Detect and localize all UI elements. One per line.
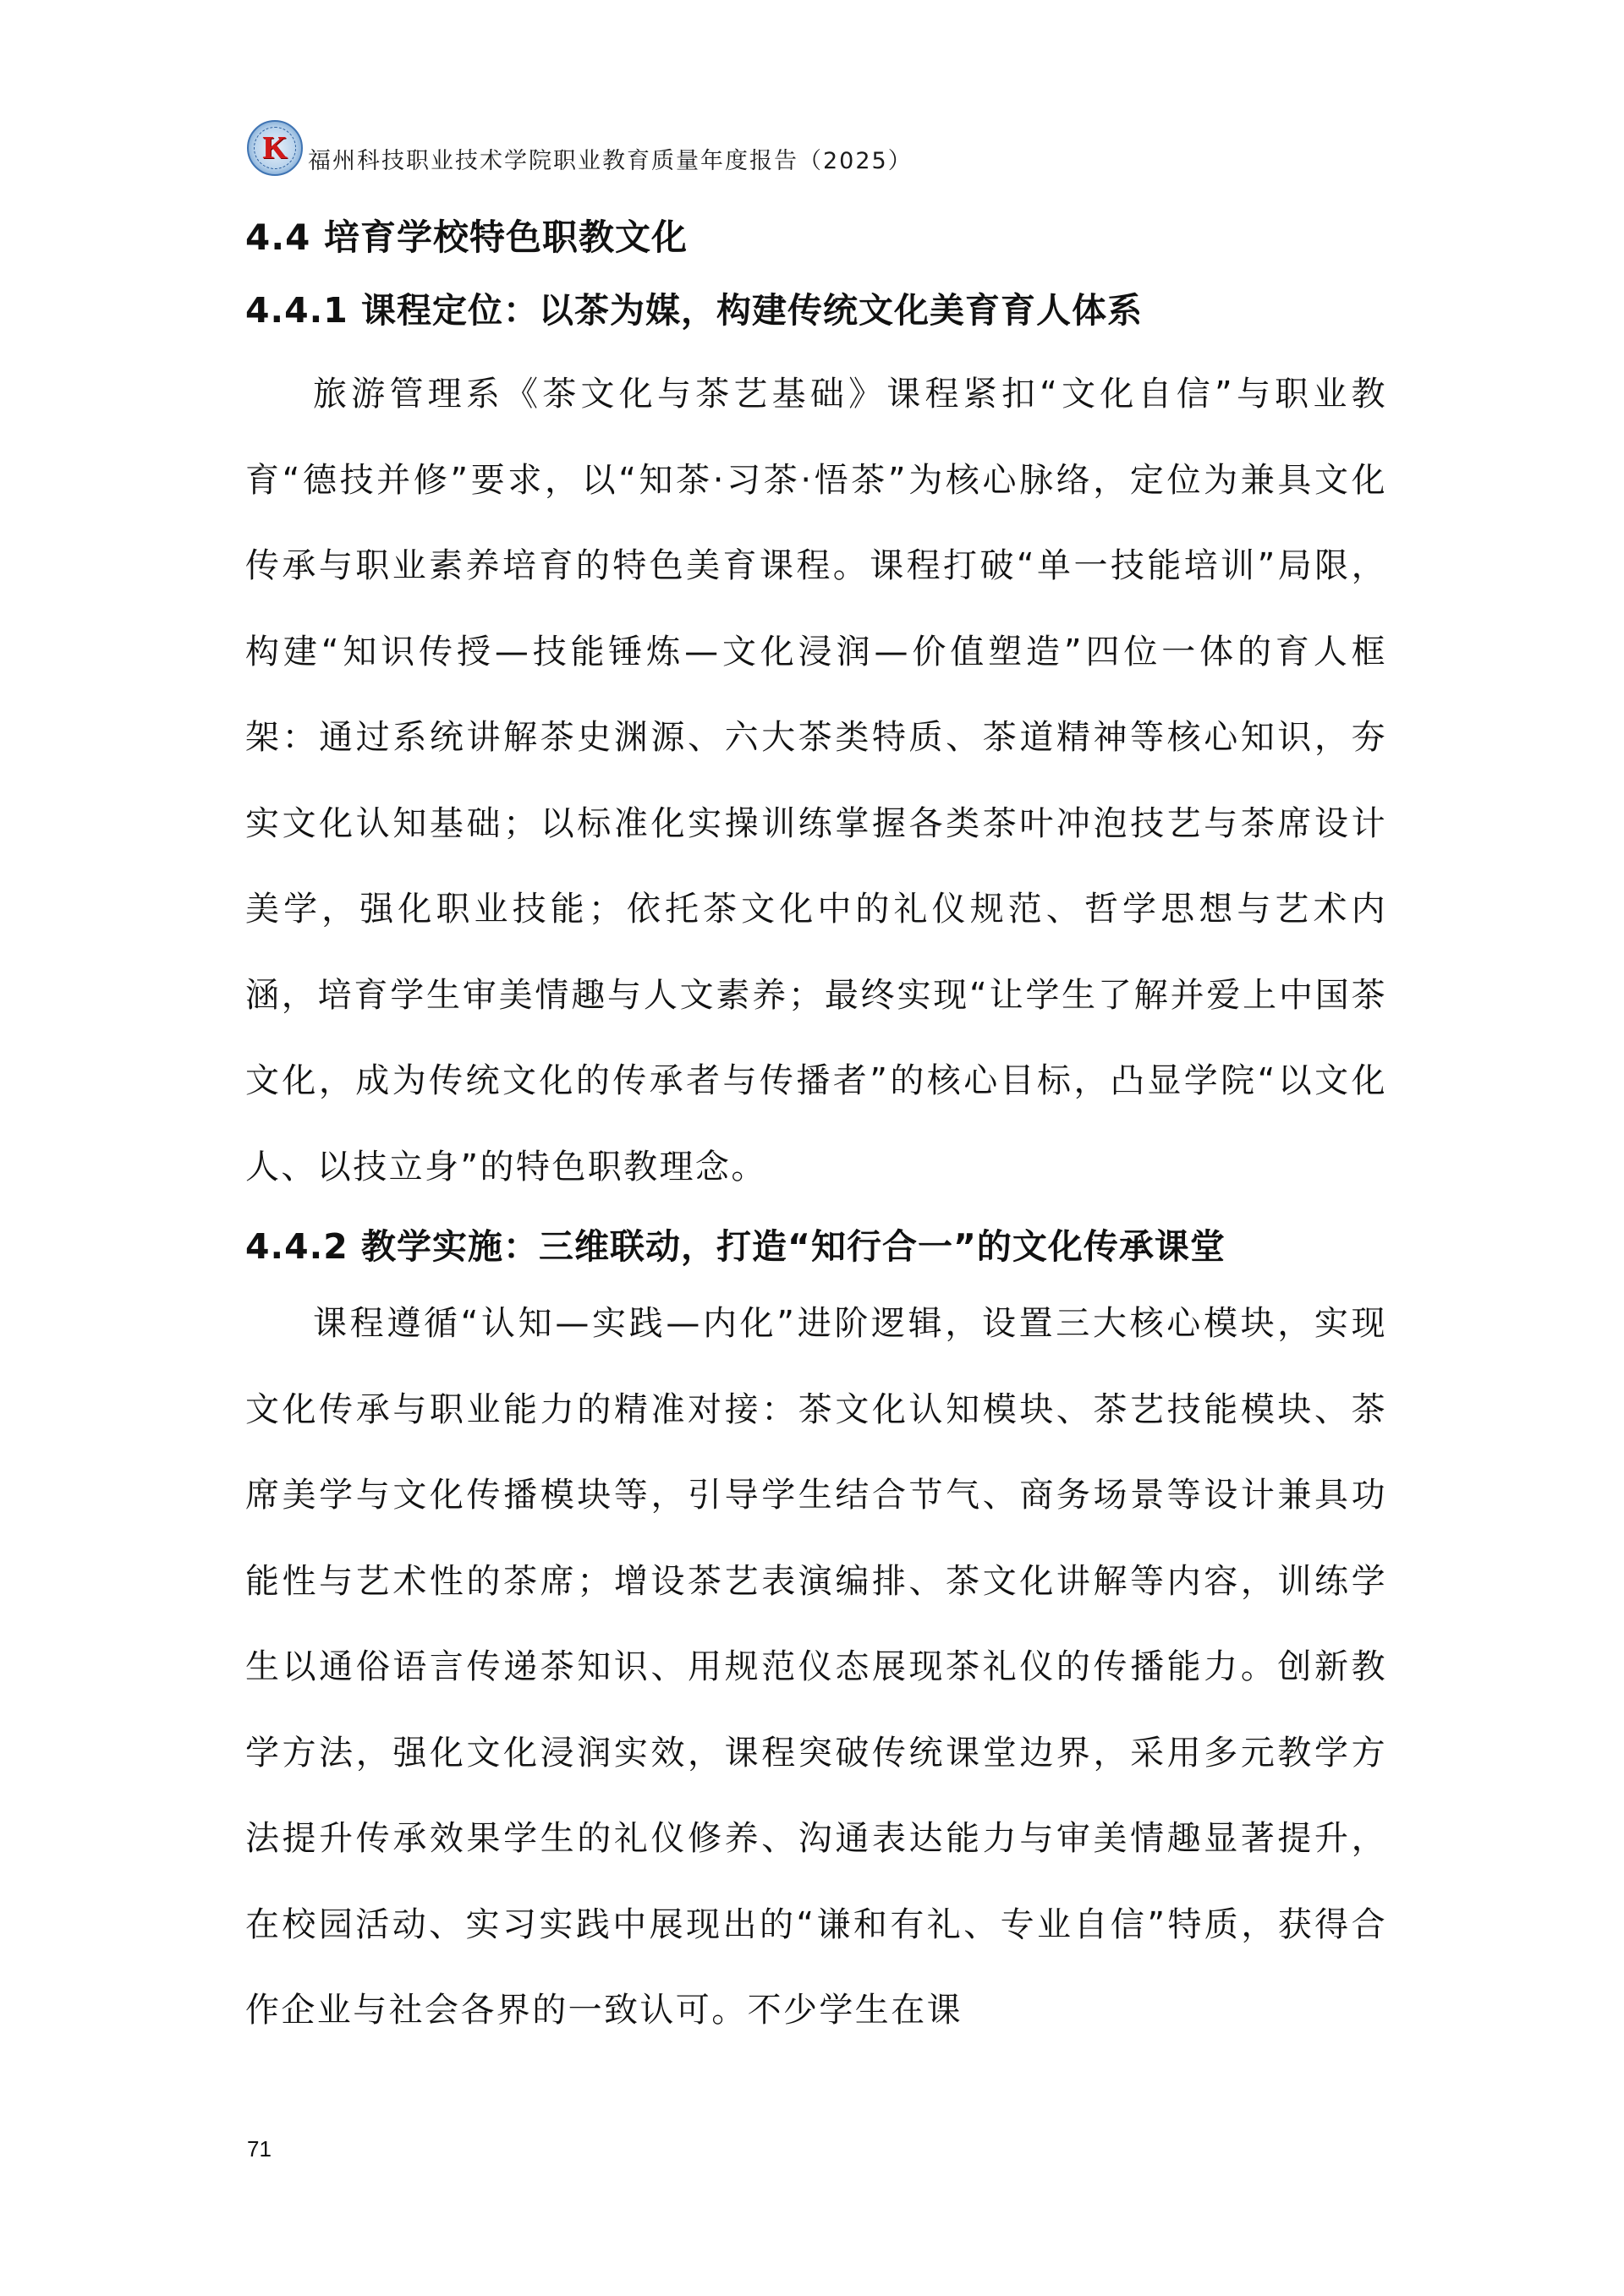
paragraph-teaching-implementation: 课程遵循“认知—实践—内化”进阶逻辑，设置三大核心模块，实现文化传承与职业能力的精准对接：茶文化认知模块、茶艺技能模块、茶席美学与文化传播模块等，引导学生结合节气、商务场景等设计兼具功能性与艺术性的茶席；增设茶艺表演编排、茶文化讲解等内容，训练学生以通俗语言传递茶知识、用规范仪态展现茶礼仪的传播能力。创新教学方法，强化文化浸润实效，课程突破传统课堂边界，采用多元教学方法提升传承效果学生的礼仪修养、沟通表达能力与审美情趣显著提升，在校园活动、实习实践中展现出的“谦和有礼、专业自信”特质，获得合作企业与社会各界的一致认可。不少学生在课 bbox=[245, 1304, 1387, 2030]
paragraph-course-positioning: 旅游管理系《茶文化与茶艺基础》课程紧扣“文化自信”与职业教育“德技并修”要求，以“知茶·习茶·悟茶”为核心脉络，定位为兼具文化传承与职业素养培育的特色美育课程。课程打破“单一技能培训”局限，构建“知识传授—技能锤炼—文化浸润—价值塑造”四位一体的育人框架：通过系统讲解茶史渊源、六大茶类特质、茶道精神等核心知识，夯实文化认知基础；以标准化实操训练掌握各类茶叶冲泡技艺与茶席设计美学，强化职业技能；依托茶文化中的礼仪规范、哲学思想与艺术内涵，培育学生审美情趣与人文素养；最终实现“让学生了解并爱上中国茶文化，成为传统文化的传承者与传播者”的核心目标，凸显学院“以文化人、以技立身”的特色职教理念。 bbox=[245, 375, 1387, 1186]
page-number: 71 bbox=[247, 2136, 272, 2162]
college-logo-icon bbox=[247, 120, 303, 176]
subsection-title-course-positioning: 4.4.1 课程定位：以茶为媒，构建传统文化美育育人体系 bbox=[245, 290, 1144, 331]
report-header-title: 福州科技职业技术学院职业教育质量年度报告（2025） bbox=[308, 148, 913, 174]
section-title: 4.4 培育学校特色职教文化 bbox=[245, 216, 689, 258]
subsection-title-teaching-implementation: 4.4.2 教学实施：三维联动，打造“知行合一”的文化传承课堂 bbox=[245, 1226, 1226, 1267]
logo-letter: K bbox=[262, 130, 288, 166]
page-header bbox=[247, 117, 1177, 184]
document-body bbox=[245, 210, 1387, 2054]
